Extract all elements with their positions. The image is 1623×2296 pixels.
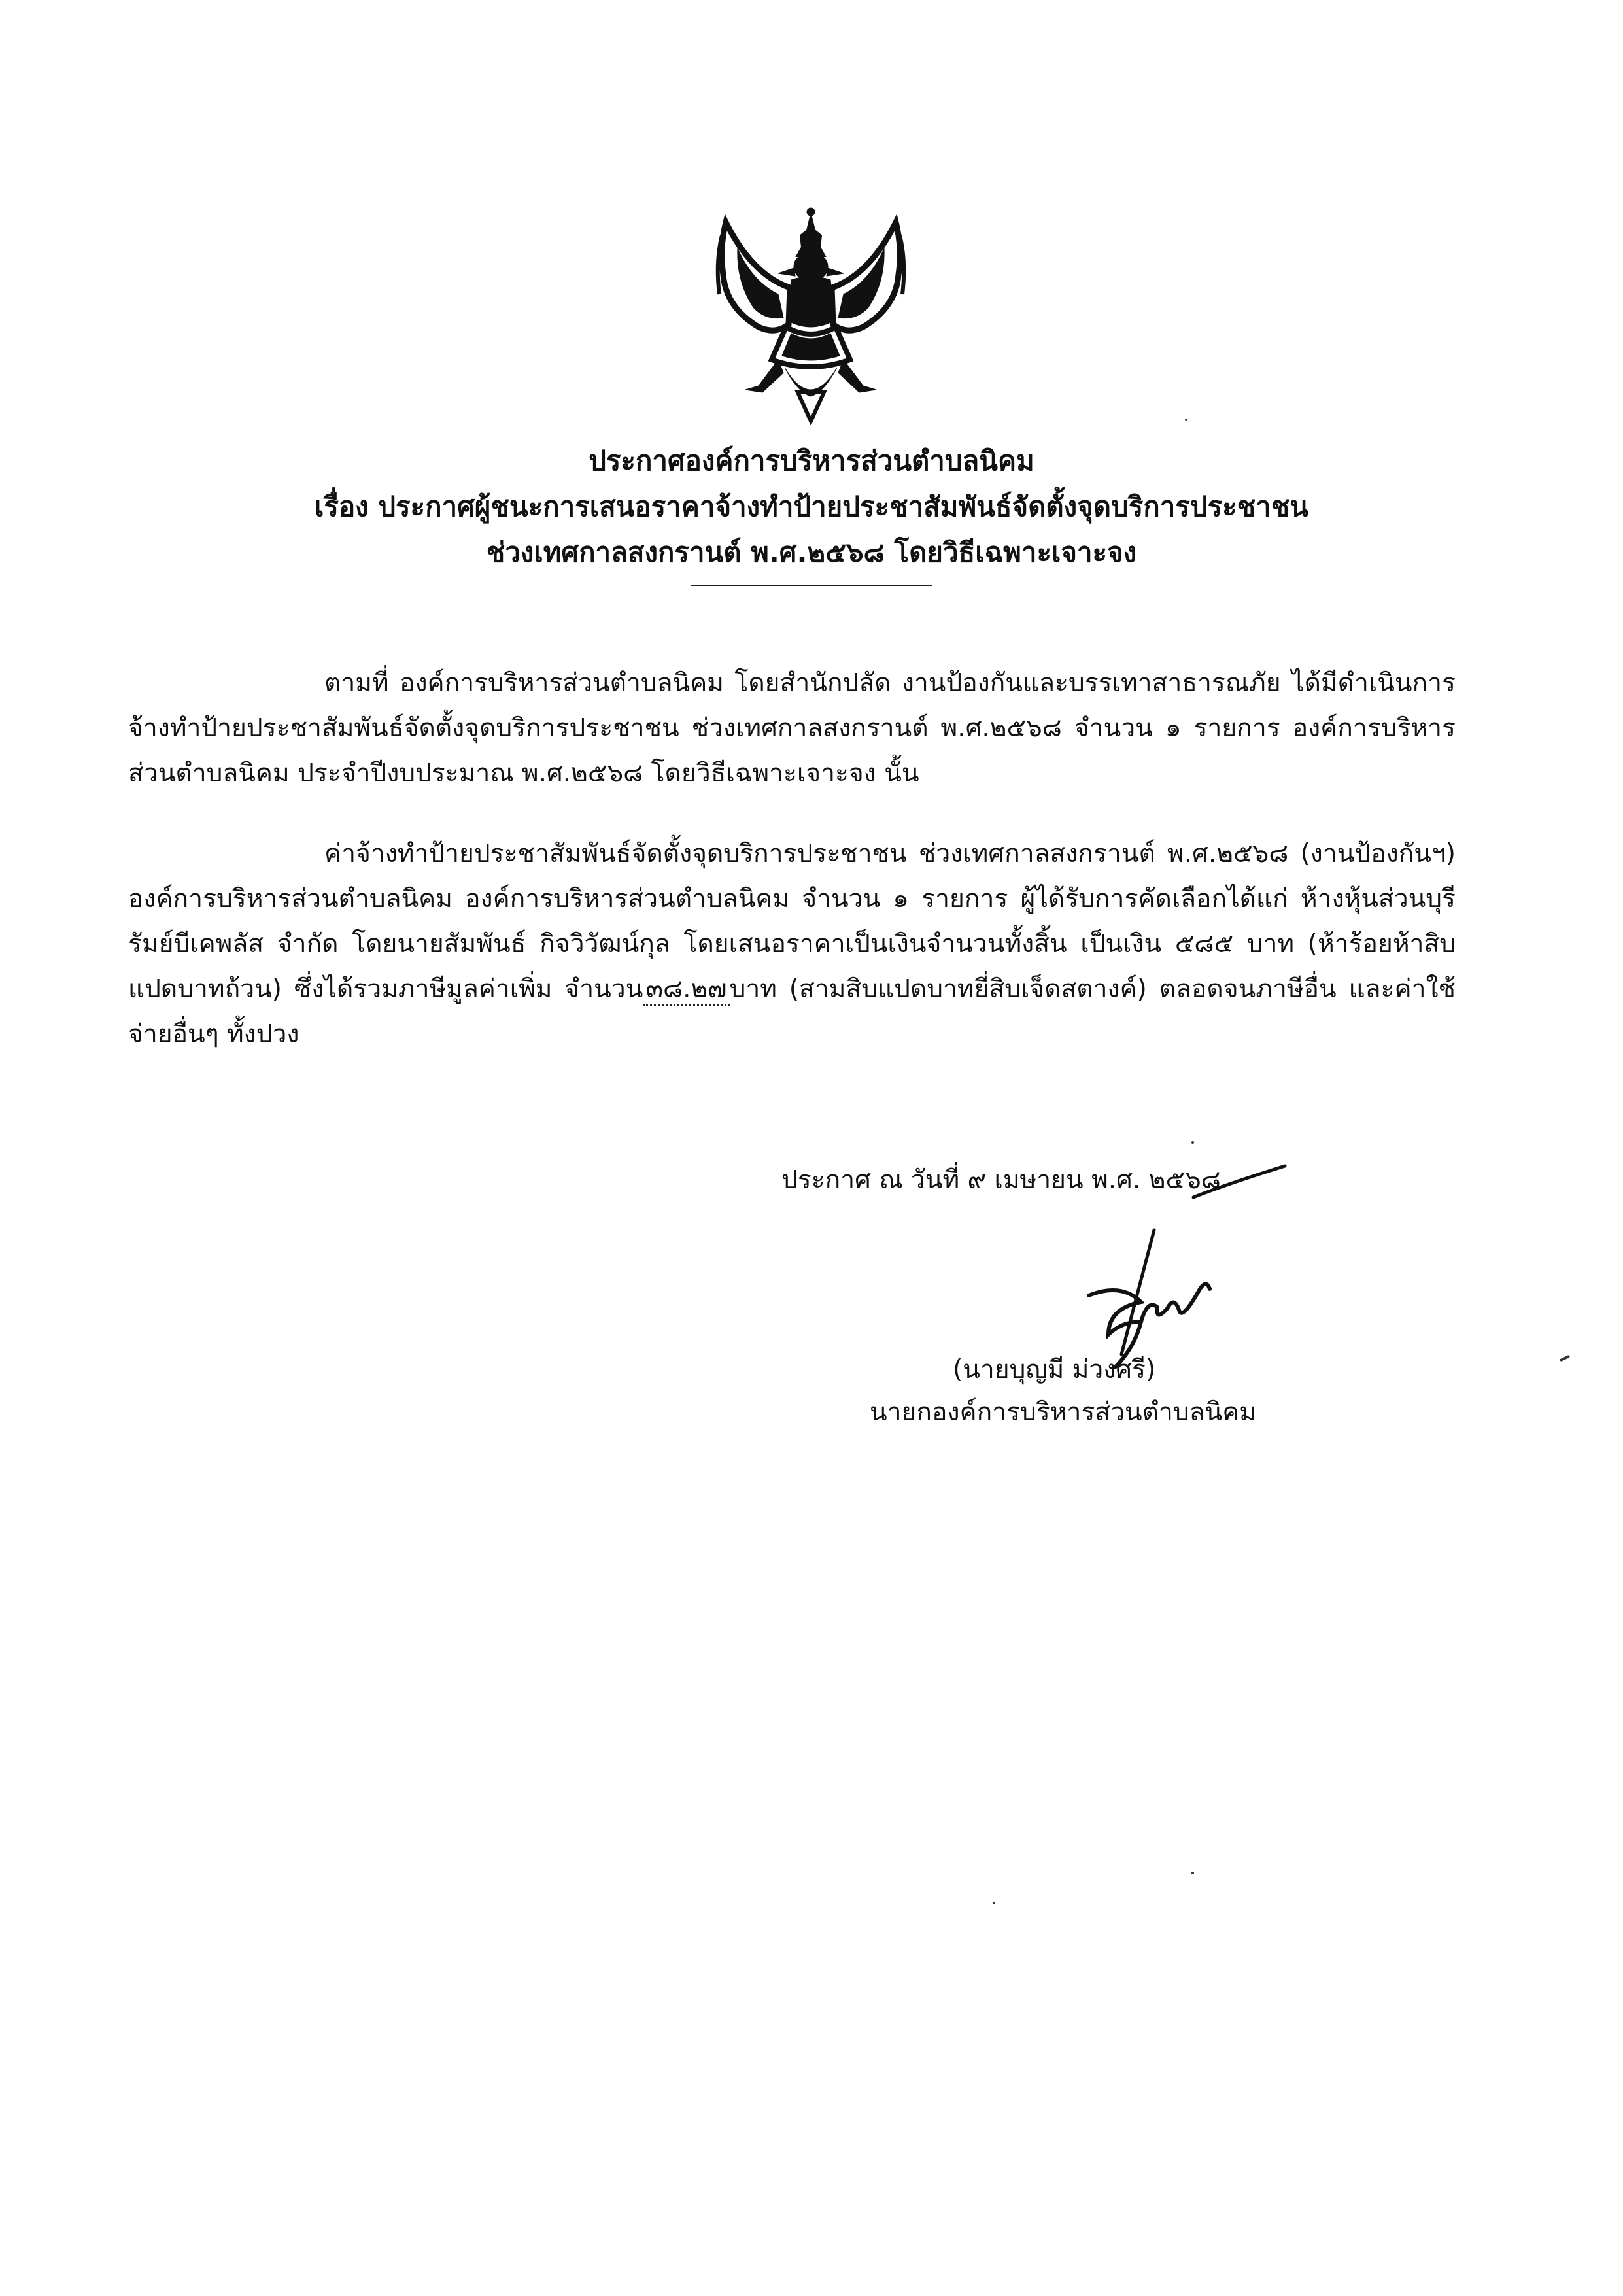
garuda-emblem-drawing (700, 196, 922, 425)
announcement-body (128, 660, 1456, 1092)
garuda-emblem-icon (700, 196, 922, 425)
signature-block (781, 1161, 1435, 1427)
title-line-1: ประกาศองค์การบริหารส่วนตำบลนิคม (589, 445, 1034, 477)
body-paragraph-2 (128, 831, 1456, 1057)
scan-speck (993, 1902, 995, 1904)
announcement-date: ประกาศ ณ วันที่ ๙ เมษายน พ.ศ. ๒๕๖๘ (781, 1165, 1221, 1195)
vat-amount: ๓๘.๒๗ (643, 974, 729, 1006)
paragraph-2-text-a: ค่าจ้างทำป้ายประชาสัมพันธ์จัดตั้งจุดบริการประชาชน ช่วงเทศกาลสงกรานต์ พ.ศ.๒๕๖๘ (งานป้องกันฯ) องค์การบริหารส่วนตำบลนิคม องค์การบริหารส่วนตำบลนิคม จำนวน ๑ รายการ ผู้ได้รับการคัดเลือกได้แก่ ห้างหุ้นส่วนบุรีรัมย์บีเคพลัส จำกัด โดยนายสัมพันธ์ กิจวิวัฒน์กุล โดยเสนอราคาเป็นเงินจำนวนทั้งสิ้น เป็นเงิน ๕๘๕ บาท (ห้าร้อยห้าสิบแปดบาทถ้วน) ซึ่งได้รวมภาษีมูลค่าเพิ่ม จำนวน (128, 839, 1456, 1004)
signer-name: (นายบุญมี ม่วงศรี) (953, 1355, 1156, 1384)
title-divider (691, 585, 932, 586)
handwritten-signature (1010, 1158, 1533, 1380)
title-line-2: เรื่อง ประกาศผู้ชนะการเสนอราคาจ้างทำป้ายประชาสัมพันธ์จัดตั้งจุดบริการประชาชน (315, 490, 1308, 523)
signer-position: นายกองค์การบริหารส่วนตำบลนิคม (870, 1397, 1256, 1427)
announcement-title (131, 438, 1492, 586)
scan-speck (1560, 1355, 1570, 1362)
scan-speck (1191, 1872, 1194, 1874)
body-paragraph-1: ตามที่ องค์การบริหารส่วนตำบลนิคม โดยสำนักปลัด งานป้องกันและบรรเทาสาธารณภัย ได้มีดำเนินการจ้างทำป้ายประชาสัมพันธ์จัดตั้งจุดบริการประชาชน ช่วงเทศกาลสงกรานต์ พ.ศ.๒๕๖๘ จำนวน ๑ รายการ องค์การบริหารส่วนตำบลนิคม ประจำปีงบประมาณ พ.ศ.๒๕๖๘ โดยวิธีเฉพาะเจาะจง นั้น (128, 668, 1456, 788)
scan-speck (1191, 1141, 1194, 1144)
title-line-3: ช่วงเทศกาลสงกรานต์ พ.ศ.๒๕๖๘ โดยวิธีเฉพาะเจาะจง (486, 536, 1137, 568)
paragraph-2-text-b: บาท (สามสิบแปดบาทยี่สิบเจ็ดสตางค์) ตลอดจนภาษีอื่น และค่าใช้จ่ายอื่นๆ ทั้งปวง (128, 974, 1456, 1049)
scan-speck (1185, 419, 1187, 421)
